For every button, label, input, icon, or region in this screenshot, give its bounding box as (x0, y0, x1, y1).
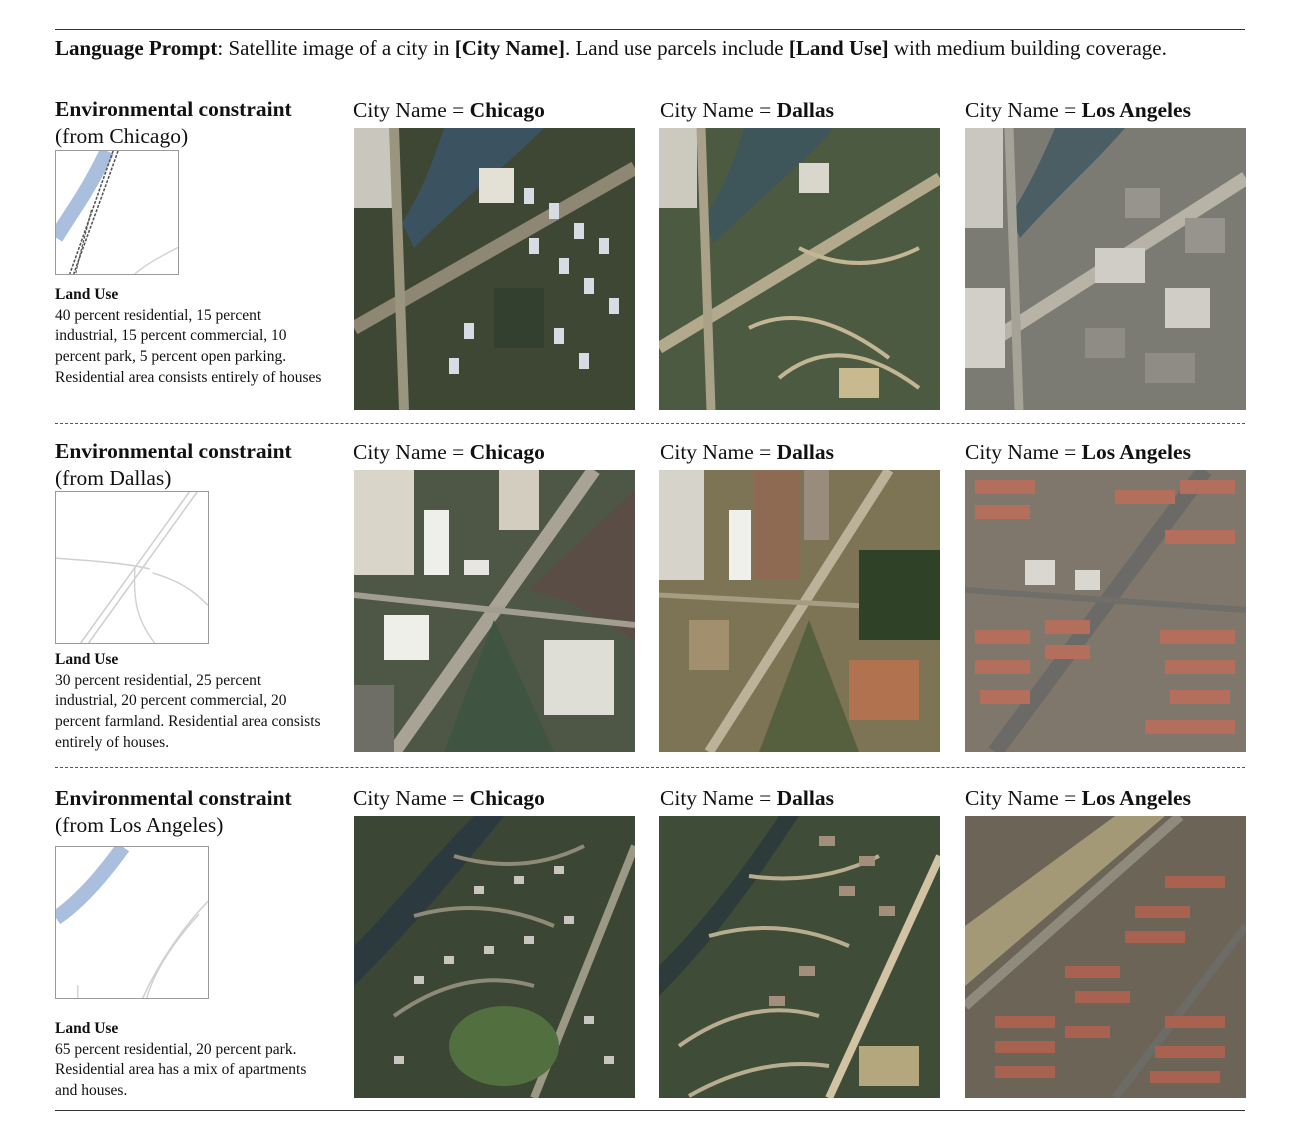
satellite-image-r3-dallas (659, 816, 940, 1098)
road-intersection-map-icon (56, 492, 208, 643)
satellite-image-r1-chicago (354, 128, 635, 410)
column-prefix: City Name = (353, 98, 470, 122)
column-prefix: City Name = (353, 440, 470, 464)
satellite-image-r1-los-angeles (965, 128, 1246, 410)
prompt-part2: . Land use parcels include (564, 36, 789, 60)
city-name: Dallas (776, 98, 834, 122)
city-name: Dallas (776, 440, 834, 464)
land-use-row2 (55, 650, 325, 754)
env-constraint-source: (from Chicago) (55, 124, 189, 148)
column-prefix: City Name = (353, 786, 470, 810)
land-use-row3 (55, 1019, 325, 1102)
column-header-r3-dallas (660, 785, 834, 811)
land-use-text: 30 percent residential, 25 percent industrial, 20 percent commercial, 20 percent farmland. Residential area consists entirely of houses. (55, 671, 321, 751)
bottom-rule (55, 1110, 1245, 1111)
constraint-map-row1 (55, 150, 179, 275)
column-header-r2-la (965, 439, 1191, 465)
column-prefix: City Name = (965, 440, 1082, 464)
env-constraint-title-row1 (55, 96, 292, 150)
satellite-image-r1-dallas (659, 128, 940, 410)
city-name: Los Angeles (1081, 440, 1191, 464)
column-header-r1-dallas (660, 97, 834, 123)
column-prefix: City Name = (660, 440, 777, 464)
column-prefix: City Name = (965, 98, 1082, 122)
river-and-road-map-icon (56, 847, 208, 998)
column-header-r2-dallas (660, 439, 834, 465)
satellite-image-r2-dallas (659, 470, 940, 752)
column-prefix: City Name = (660, 98, 777, 122)
land-use-text: 40 percent residential, 15 percent industrial, 15 percent commercial, 10 percent park, 5 percent open parking. Residential area consists entirely of houses (55, 306, 322, 386)
river-and-rail-map-icon (56, 151, 178, 274)
prompt-part3: with medium building coverage. (888, 36, 1167, 60)
city-name: Chicago (469, 440, 545, 464)
env-constraint-heading: Environmental constraint (55, 786, 292, 810)
land-use-text: 65 percent residential, 20 percent park. Residential area has a mix of apartments and houses. (55, 1040, 307, 1100)
satellite-image-r3-chicago (354, 816, 635, 1098)
satellite-image-r2-los-angeles (965, 470, 1246, 752)
column-header-r1-chicago (353, 97, 545, 123)
city-name: Dallas (776, 786, 834, 810)
env-constraint-heading: Environmental constraint (55, 439, 292, 463)
env-constraint-title-row2 (55, 438, 292, 492)
row-separator-2 (55, 767, 1245, 768)
language-prompt (55, 34, 1245, 63)
column-prefix: City Name = (965, 786, 1082, 810)
prompt-label: Language Prompt (55, 36, 218, 60)
column-header-r3-la (965, 785, 1191, 811)
constraint-map-row2 (55, 491, 209, 644)
city-name: Los Angeles (1081, 786, 1191, 810)
satellite-image-r3-los-angeles (965, 816, 1246, 1098)
land-use-title: Land Use (55, 651, 119, 668)
city-name: Los Angeles (1081, 98, 1191, 122)
prompt-city-placeholder: [City Name] (454, 36, 565, 60)
column-header-r1-la (965, 97, 1191, 123)
satellite-image-r2-chicago (354, 470, 635, 752)
city-name: Chicago (469, 98, 545, 122)
env-constraint-source: (from Los Angeles) (55, 813, 224, 837)
constraint-map-row3 (55, 846, 209, 999)
prompt-part1: : Satellite image of a city in (217, 36, 455, 60)
column-header-r2-chicago (353, 439, 545, 465)
city-name: Chicago (469, 786, 545, 810)
env-constraint-source: (from Dallas) (55, 466, 172, 490)
column-prefix: City Name = (660, 786, 777, 810)
land-use-row1 (55, 285, 325, 389)
column-header-r3-chicago (353, 785, 545, 811)
env-constraint-heading: Environmental constraint (55, 97, 292, 121)
row-separator-1 (55, 423, 1245, 424)
land-use-title: Land Use (55, 286, 119, 303)
prompt-landuse-placeholder: [Land Use] (788, 36, 889, 60)
land-use-title: Land Use (55, 1020, 119, 1037)
env-constraint-title-row3 (55, 785, 292, 839)
top-rule (55, 29, 1245, 30)
